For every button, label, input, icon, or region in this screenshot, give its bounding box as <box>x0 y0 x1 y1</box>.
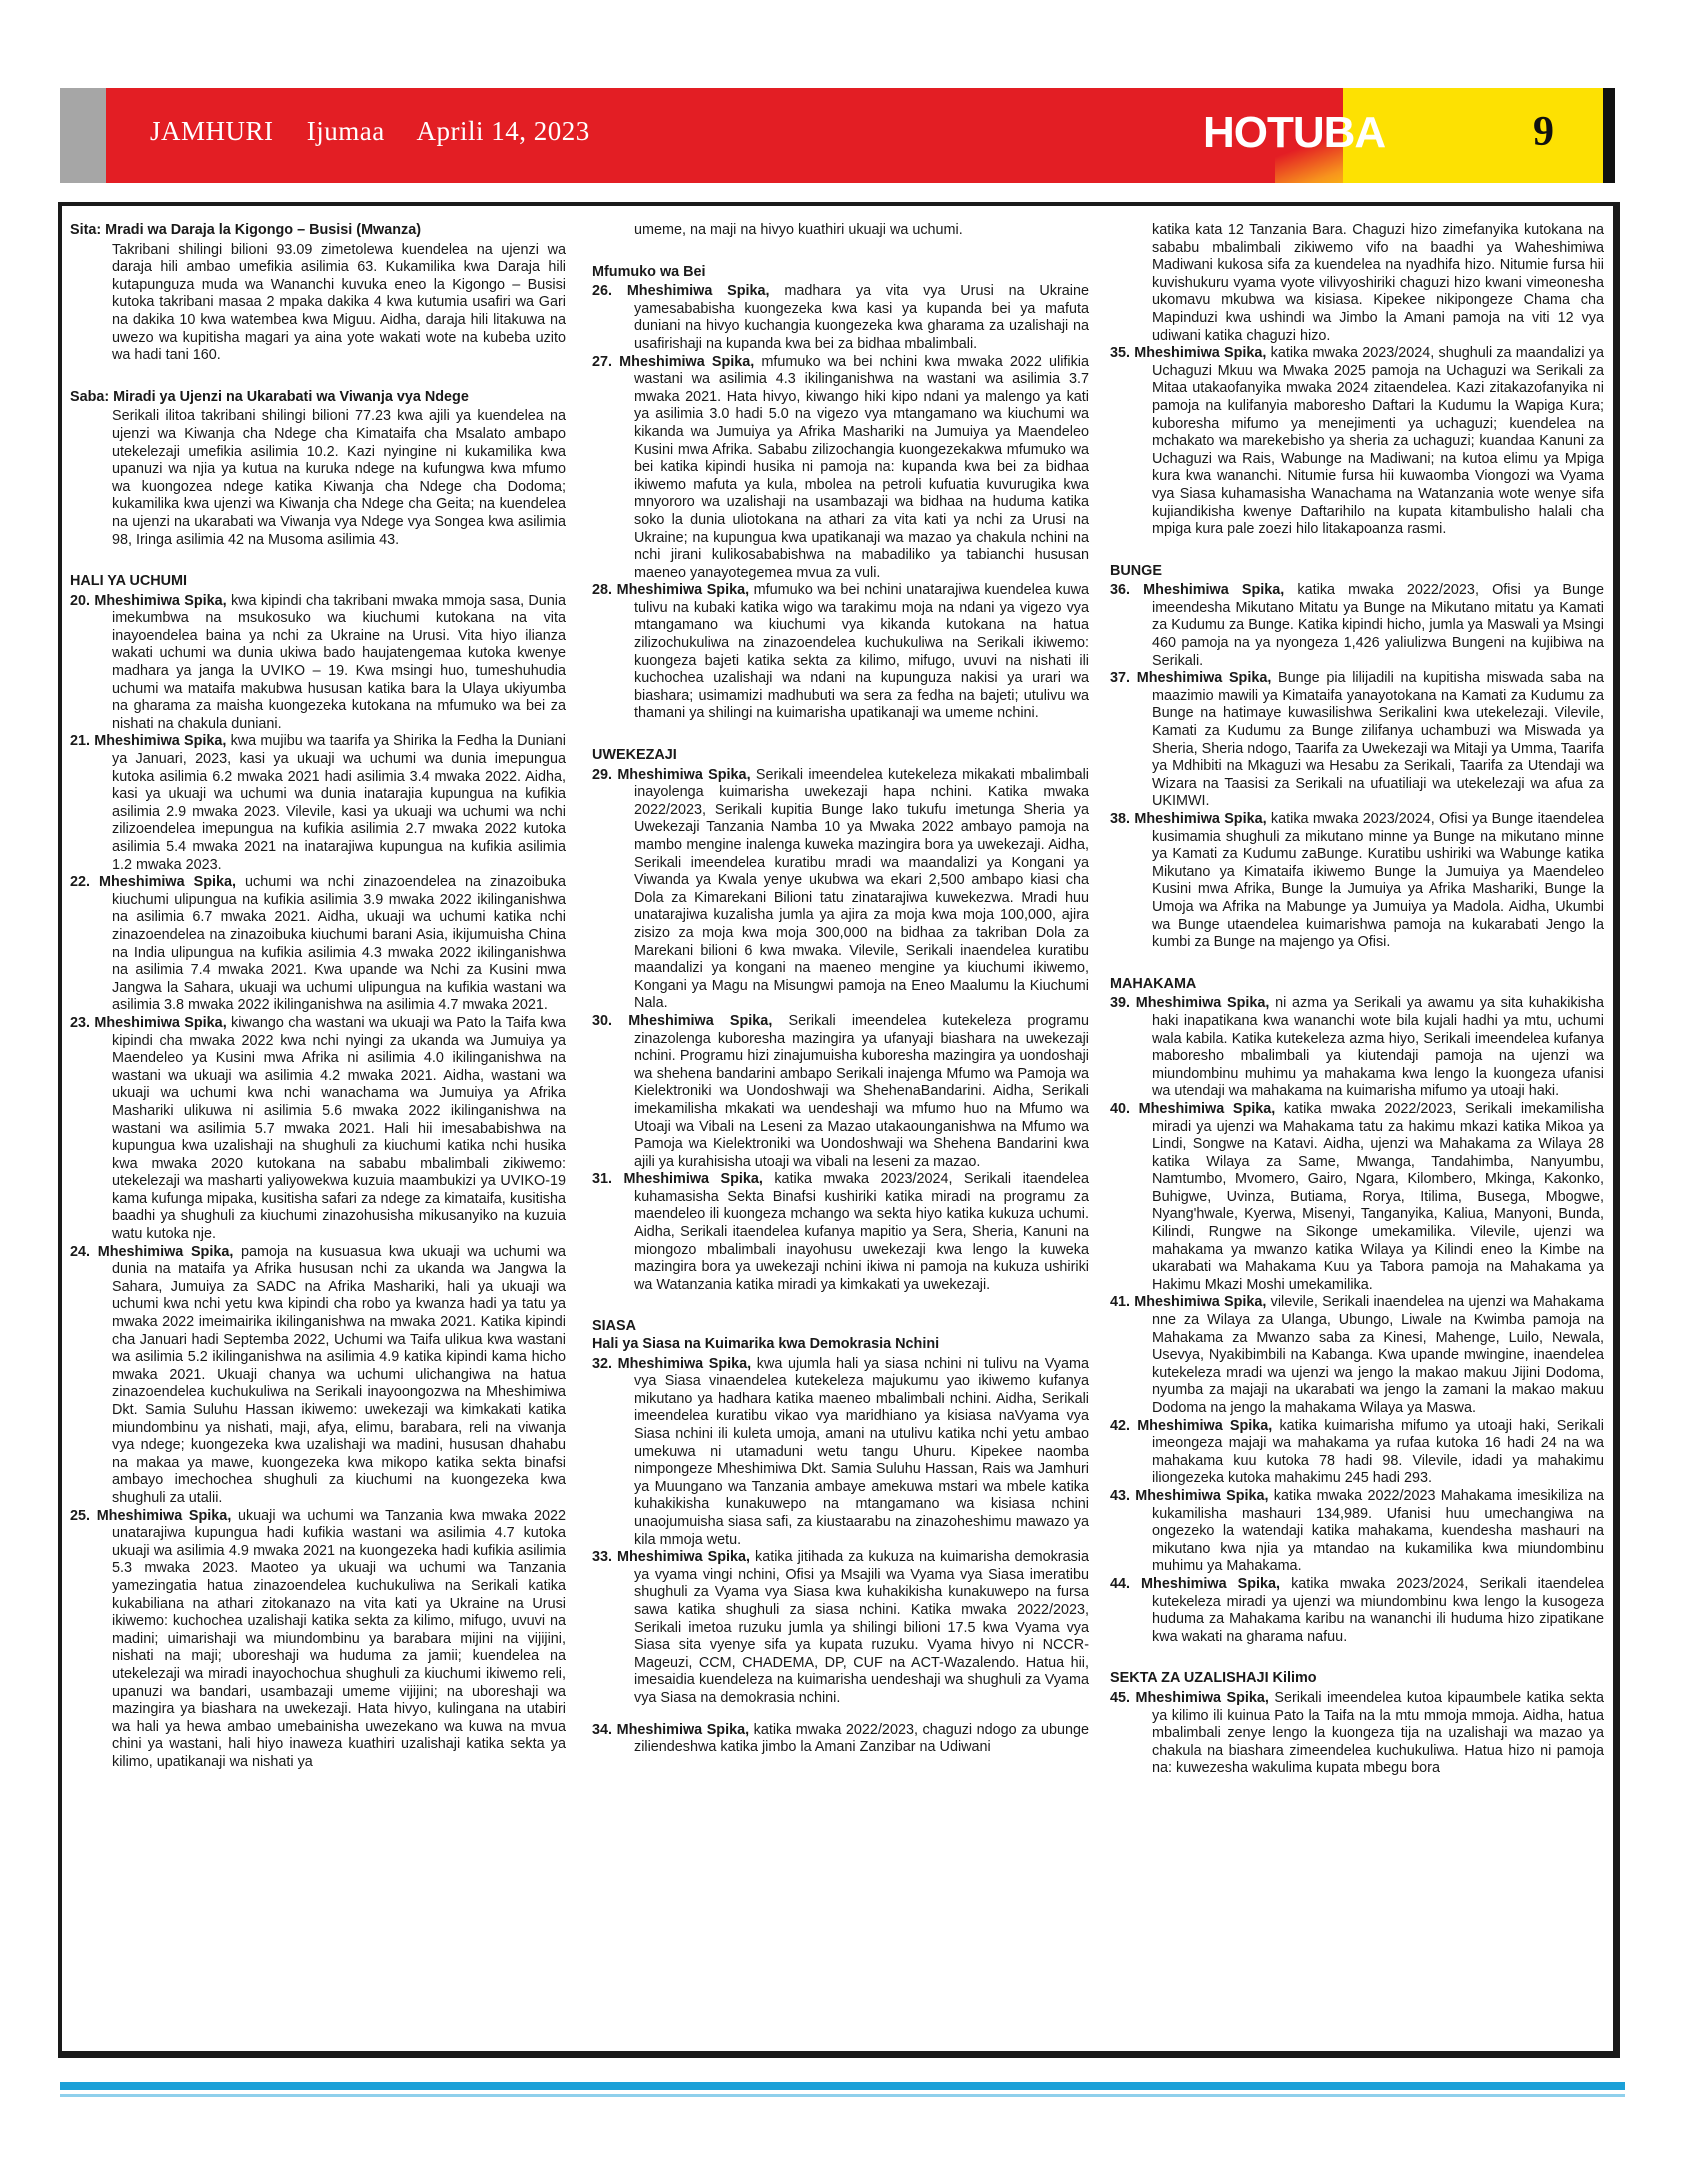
heading-sekta-za-uzalishaji: SEKTA ZA UZALISHAJI Kilimo <box>1110 1670 1317 1687</box>
heading-sita: Sita: Mradi wa Daraja la Kigongo – Busisi (Mwanza) <box>70 222 422 238</box>
paragraph-41: 41. Mheshimiwa Spika, vilevile, Serikali inaendelea na ujenzi wa Mahakama nne za Wilaya za Ulanga, Ubungo, Liwale na Kwimba pamoja na Mahakama za Mwanzo saba za Kinesi, Mahenge, Luilo, Newala, Usevya, Nyakibimbili na Kabanga. Kwa upande mwingine, inaendelea kutekeleza mradi wa ujenzi wa jengo la makao makuu Jijini Dodoma, nyumba za majaji na ukarabati wa jengo la zamani la makao makuu Dodoma na jengo la mahakama Wilaya ya Maswa. <box>1110 1294 1604 1416</box>
paragraph-45: 45. Mheshimiwa Spika, Serikali imeendelea kutoa kipaumbele katika sekta ya kilimo ili kuinua Pato la Taifa na la mtu mmoja mmoja. Aidha, hatua mbalimbali zenye lengo la kuongeza tija na uzalishaji wa mazao ya chakula na biashara zimeendelea kuchukuliwa. Hatua hizo ni pamoja na: kuwezesha wakulima kupata mbegu bora <box>1110 1689 1605 1777</box>
paragraph-35: 35. Mheshimiwa Spika, katika mwaka 2023/2024, shughuli za maandalizi ya Uchaguzi Mkuu wa Mwaka 2025 pamoja na Uchaguzi wa Serikali za Mitaa utakaofanyika mwaka 2024 zitaendelea. Kazi zitakazofanyika ni pamoja na kulifanyia maboresho Daftari la Kudumu la Wapiga Kura; kuboresha mifumo ya menejimenti ya uchaguzi; kuendelea na mchakato wa marekebisho ya sheria za uchaguzi; kuandaa Kanuni za Uchaguzi wa Rais, Wabunge na Madiwani; na kutoa elimu ya Mpiga kura kwa wananchi. Nitumie fursa hii kuwaomba Viongozi wa Vyama vya Siasa kuhamasisha Wanachama na Watanzania wote wenye sifa kujiandikisha kwenye Daftarihilo na kupata kitambulisho halali cha mpiga kura pale zoezi hilo litakapoanza rasmi. <box>1110 345 1604 538</box>
paragraph-42: 42. Mheshimiwa Spika, katika kuimarisha mifumo ya utoaji haki, Serikali imeongeza majaji wa mahakama ya rufaa kutoka 16 hadi 24 na wa mahakama kuu kutoka 78 hadi 98. Vilevile, idadi ya mahakimu iliongezeka kutoka mahakimu 245 hadi 293. <box>1110 1417 1604 1487</box>
paragraph-32: 32. Mheshimiwa Spika, kwa ujumla hali ya siasa nchini ni tulivu na Vyama vya Siasa vinaendelea kutekeleza majukumu yao ikiwemo kufanya mikutano ya hadhara katika maeneo mbalimbali nchini. Aidha, Serikali imeendelea kuratibu vikao vya maridhiano ya kisiasa naVyama vya Siasa nchini ili kuleta umoja, amani na utulivu katika nchi yetu ambao umekuwa ni utamaduni wetu tangu Uhuru. Kipekee naomba nimpongeze Mheshimiwa Dkt. Samia Suluhu Hassan, Rais wa Jamhuri ya Muungano wa Tanzania ambaye amekuwa mstari wa mbele katika kuhakikisha kunakuwepo na mtangamano wa kisiasa nchini unaojumuisha siasa safi, za kiustaarabu na zinazoheshimu mawazo ya kila mmoja wetu. <box>592 1355 1089 1548</box>
paragraph-44: 44. Mheshimiwa Spika, katika mwaka 2023/2024, Serikali itaendelea kutekeleza miradi ya ujenzi wa miundombinu kwa lengo la kusogeza huduma za Mahakama karibu na wananchi ili huduma hizo zipatikane kwa wakati na gharama nafuu. <box>1110 1575 1604 1645</box>
paragraph-23: 23. Mheshimiwa Spika, kiwango cha wastani wa ukuaji wa Pato la Taifa kwa kipindi cha mwaka 2022 kwa nchi nyingi za ukanda wa Jumuiya ya Maendeleo ya Kusini mwa Afrika ni asilimia 4.0 ikilinganishwa na wastani wa ukuaji wa asilimia 4.2 mwaka 2021. Aidha, wastani wa ukuaji wa uchumi kwa nchi wanachama wa Jumuiya ya Afrika Mashariki ulikuwa ni asilimia 5.6 mwaka 2022 ikilinganishwa na wastani wa asilimia 5.7 mwaka 2021. Hali hii imesababishwa na kupungua kwa uzalishaji na shughuli za kiuchumi katika nchi husika kwa mwaka 2020 kutokana na sababu mbalimbali zikiwemo: utekelezaji wa masharti yaliyowekwa kuzuia maambukizi ya UVIKO-19 kama kufunga mipaka, kusitisha safari za ndege za kimataifa, kusitisha baadhi ya shughuli za kiuchumi zinazohusisha mikusanyiko na kuzuia watu kutoka nje. <box>70 1014 566 1243</box>
heading-hali-ya-uchumi: HALI YA UCHUMI <box>70 573 187 590</box>
heading-mahakama: MAHAKAMA <box>1110 975 1197 992</box>
footer-rule-light <box>60 2094 1625 2097</box>
paragraph-36: 36. Mheshimiwa Spika, katika mwaka 2022/2023, Ofisi ya Bunge imeendesha Mikutano Mitatu ya Bunge na Mikutano mitatu ya Kamati za Kudumu za Bunge. Katika kipindi hicho, jumla ya Maswali ya Msingi 460 pamoja na ya nyongeza 1,426 yaliulizwa Bungeni na kujibiwa na Serikali. <box>1110 582 1604 669</box>
paragraph-29: 29. Mheshimiwa Spika, Serikali imeendelea kutekeleza mikakati mbalimbali inayolenga kuimarisha uwekezaji hapa nchini. Katika mwaka 2022/2023, Serikali kupitia Bunge lako tukufu imetunga Sheria ya Uwekezaji Tanzania Namba 10 ya Mwaka 2022 ambayo pamoja na mambo mengine inalenga kuweka mazingira bora ya uwekezaji. Aidha, Serikali imeendelea kuratibu mradi wa maandalizi ya Kongani ya Viwanda ya Kwala yenye ukubwa wa ekari 2,500 ambapo kiasi cha Dola za Kimarekani Bilioni tatu zinatarajiwa kuwekezwa. Mradi huu unatarajiwa kuzalisha jumla ya ajira za moja kwa moja 100,000, ajira zisizo za moja kwa moja 300,000 na bidhaa za takriban Dola za Marekani bilioni 6 kwa mwaka. Vilevile, Serikali inaendelea kuratibu maandalizi ya kongani na maeneo mengine ya kiuchumi ikiwemo, Kongani ya Magu na Misungwi pamoja na Eneo Maalumu la Kiuchumi Nala. <box>592 766 1089 1012</box>
paragraph-39: 39. Mheshimiwa Spika, ni azma ya Serikali ya awamu ya sita kuhakikisha haki inapatikana kwa wananchi wote bila kujali hadhi ya mtu, uchumi wala kabila. Katika kutekeleza azma hiyo, Serikali imeendelea kufanya maboresho mbalimbali ya kiutendaji pamoja na ujenzi wa miundombinu muhimu ya mahakama kwa lengo la kuongeza ufanisi wa utendaji wa mahakama na kuimarisha mifumo ya utoaji haki. <box>1110 995 1604 1100</box>
section-title: HOTUBA <box>1203 108 1386 157</box>
heading-mfumuko-wa-bei: Mfumuko wa Bei <box>592 263 706 280</box>
paragraph-40: 40. Mheshimiwa Spika, katika mwaka 2022/2023, Serikali imekamilisha miradi ya ujenzi wa Mahakama tatu za hakimu mkazi katika Mikoa ya Lindi, Songwe na Katavi. Aidha, ujenzi wa Mahakama za Wilaya 28 katika Wilaya za Same, Mwanga, Tandahimba, Nanyumbu, Namtumbo, Mvomero, Gairo, Ngara, Kilombero, Mkinga, Kakonko, Buhigwe, Uvinza, Butiama, Rorya, Itilima, Busega, Mbogwe, Nyang'hwale, Kyerwa, Misenyi, Tanganyika, Kaliua, Manyoni, Bunda, Kilindi, Rungwe na Sikonge umekamilika. Vilevile, ujenzi wa mahakama ya mwanzo katika Wilaya ya Kilindi eneo la Kimbe na ukarabati wa Mahakama Kuu ya Tabora pamoja na Mahakama ya Hakimu Mkazi Moshi umekamilika. <box>1110 1100 1604 1293</box>
heading-bunge: BUNGE <box>1110 562 1162 579</box>
column-3 <box>1110 222 1604 1778</box>
column-2 <box>592 222 1089 1757</box>
paragraph-27: 27. Mheshimiwa Spika, mfumuko wa bei nchini kwa mwaka 2022 ulifikia wastani wa asilimia 4.3 ikilinganishwa na wastani wa asilimia 3.7 mwaka 2021. Hata hivyo, kiwango hiki kipo ndani ya malengo ya kati ya asilimia 3.0 hadi 5.0 na vigezo vya mtangamano wa kiuchumi wa kikanda wa Jumuiya ya Afrika Mashariki na Jumuiya ya Maendeleo Kusini mwa Afrika. Sababu zilizochangia kuongezekakwa mfumuko wa bei katika kipindi husika ni pamoja na: kupanda kwa bei za bidhaa ikiwemo mafuta ya kula, mbolea na petroli kufuatia kuvurugika kwa mnyororo wa uzalishaji na usambazaji wa bidhaa na huduma katika soko la dunia uliotokana na athari za vita kati ya nchi za Urusi na Ukraine; na kupungua kwa upatikanaji wa mazao ya chakula nchini na nchi jirani kulikosababishwa na mabadiliko ya tabianchi hususan maeneo yanayotegemea mvua za vuli. <box>592 353 1089 581</box>
header-masthead <box>150 116 616 147</box>
paragraph-31: 31. Mheshimiwa Spika, katika mwaka 2023/2024, Serikali itaendelea kuhamasisha Sekta Binafsi kushiriki katika miradi na programu za maendeleo ili kuongeza mchango wa sekta hiyo katika kukuza uchumi. Aidha, Serikali itaendelea kufanya mapitio ya Sera, Sheria, Kanuni na miongozo mbalimbali inayohusu uwekezaji kwa lengo la kuweka mazingira bora ya uwekezaji nchini ikiwa ni pamoja na kukuza ushiriki wa Watanzania katika miradi ya kimkakati ya uwekezaji. <box>592 1171 1089 1293</box>
paragraph-30: 30. Mheshimiwa Spika, Serikali imeendelea kutekeleza programu zinazolenga kuboresha mazingira ya ufanyaji biashara na uwekezaji nchini. Programu hizi zinajumuisha kuboresha mazingira ya uondoshaji wa shehena bandarini ambapo Serikali inajenga Mfumo wa Pamoja wa Kielektroniki wa Uondoshwaji wa ShehenaBandarini. Aidha, Serikali imekamilisha mkakati wa uendeshaji wa mfumo huo na Mfumo wa Utoaji wa Vibali na Leseni za Mazao utakaounganishwa na Mfumo wa Pamoja wa Kielektroniki wa Uondoshwaji wa Shehena Bandarini kwa ajili ya kurahisisha utoaji wa vibali na leseni za mazao. <box>592 1012 1089 1170</box>
header-edge-rule <box>1603 88 1615 183</box>
heading-uwekezaji: UWEKEZAJI <box>592 747 677 764</box>
paragraph-24: 24. Mheshimiwa Spika, pamoja na kusuasua kwa ukuaji wa uchumi wa dunia na mataifa ya Afrika hususan nchi za ukanda wa Jangwa la Sahara, Jumuiya za SADC na Afrika Mashariki, hali ya ukuaji wa uchumi kwa nchi yetu kwa kipindi cha robo ya kwanza hadi ya tatu ya mwaka 2022 imeimairika ikilinganishwa na mwaka 2021. Katika kipindi cha Januari hadi Septemba 2022, Uchumi wa Taifa ulikua kwa wastani wa asilimia 5.2 ikilinganishwa na asilimia 4.9 katika kipindi kama hicho mwaka 2021. Ukuaji chanya wa uchumi ulichangiwa na hatua zinazoendelea kuchukuliwa na Serikali inayoongozwa na Mheshimiwa Dkt. Samia Suluhu Hassan ikiwemo: uwekezaji wa kimkakati katika miundombinu ya nishati, maji, afya, elimu, barabara, reli na viwanja vya ndege; kuongezeka kwa uzalishaji wa madini, hususan dhahabu na makaa ya mawe, kuongezeka kwa mikopo katika sekta binafsi ambayo imechochea shughuli za kiuchumi na kuongezeka kwa shughuli za utalii. <box>70 1243 566 1506</box>
paragraph-21: 21. Mheshimiwa Spika, kwa mujibu wa taarifa ya Shirika la Fedha la Duniani ya Januari, 2023, kasi ya ukuaji wa uchumi wa dunia imepungua kutoka asilimia 6.2 mwaka 2021 hadi asilimia 3.4 mwaka 2022. Aidha, kasi ya ukuaji wa uchumi wa dunia inatarajia kupungua na kufikia asilimia 2.9 mwaka 2023. Vilevile, kasi ya ukuaji wa uchumi wa nchi zilizoendelea imepungua na kufikia asilimia 2.7 mwaka 2022 kutoka asilimia 5.4 mwaka 2021 na inatarajiwa kupungua na kufikia asilimia 1.2 mwaka 2023. <box>70 733 566 873</box>
issue-date: Aprili 14, 2023 <box>416 116 590 146</box>
paragraph-38: 38. Mheshimiwa Spika, katika mwaka 2023/2024, Ofisi ya Bunge itaendelea kusimamia shughuli za mikutano minne ya Bunge na mikutano minne ya Kamati za Kudumu zaBunge. Kuratibu ushiriki wa Wabunge katika Mikutano ya Kimataifa ikiwemo Bunge la Jumuiya ya Maendeleo Kusini mwa Afrika, Bunge la Jumuiya ya Afrika Mashariki, Bunge la Umoja wa Afrika na Mabunge ya Jumuiya ya Madola. Aidha, Ukumbi wa Bunge utaendelea kuimarishwa pamoja na kukarabati Jengo la kumbi za Bunge na majengo ya Ofisi. <box>1110 811 1604 951</box>
subheading-hali-ya-siasa: Hali ya Siasa na Kuimarika kwa Demokrasia Nchini <box>592 1336 940 1353</box>
publication-name: JAMHURI <box>150 116 274 146</box>
footer-rule <box>60 2082 1625 2090</box>
paragraph-20: 20. Mheshimiwa Spika, kwa kipindi cha takribani mwaka mmoja sasa, Dunia imekumbwa na msukosuko wa kiuchumi kutokana na vita inayoendelea baina ya nchi za Ukraine na Urusi. Vita hiyo ilianza wakati uchumi wa dunia ukiwa bado haujatengemaa kutoka kwenye madhara ya janga la UVIKO – 19. Kwa msingi huo, tumeshuhudia uchumi wa mataifa makubwa hususan katika bara la Ulaya ukiyumba na gharama za maisha kuongezeka kutokana na mfumuko wa bei za nishati na chakula duniani. <box>70 592 566 732</box>
body-sita: Takribani shilingi bilioni 93.09 zimetolewa kuendelea na ujenzi wa daraja hili ambao umefikia asilimia 63. Kukamilika kwa Daraja hili kutapunguza muda wa Wananchi kuvuka eneo la Kigongo – Busisi kutoka takribani masaa 2 mpaka dakika 4 kwa kutumia usafiri wa Gari na dakika 10 kwa watembea kwa Miguu. Aidha, daraja hili litakuwa na uwezo wa kupitisha magari ya aina yote wakati wote na kubeba uzito wa hadi tani 160. <box>112 241 566 364</box>
column-3-continuation: katika kata 12 Tanzania Bara. Chaguzi hizo zimefanyika kutokana na sababu mbalimbali zikiwemo vifo na baadhi ya Waheshimiwa Madiwani kukosa sifa za kuendelea na nyadhifa hizo. Nitumie fursa hii kuvishukuru vyama vyote vilivyoshiriki chaguzi hizo kwani vimeonesha ukomavu mkubwa wa kisiasa. Kipekee nikipongeze Chama cha Mapinduzi kwa ushindi wa Jimbo la Amani pamoja na viti 12 vya udiwani katika chaguzi hizo. <box>1152 222 1604 344</box>
heading-saba: Saba: Miradi ya Ujenzi na Ukarabati wa Viwanja vya Ndege <box>70 388 469 405</box>
header-grey-block <box>60 88 106 183</box>
paragraph-34: 34. Mheshimiwa Spika, katika mwaka 2022/2023, chaguzi ndogo za ubunge ziliendeshwa katika jimbo la Amani Zanzibar na Udiwani <box>592 1721 1089 1756</box>
column-1 <box>70 222 566 1771</box>
paragraph-22: 22. Mheshimiwa Spika, uchumi wa nchi zinazoendelea na zinazoibuka kiuchumi ulipungua na kufikia asilimia 3.9 mwaka 2022 ikilinganishwa na asilimia 6.7 mwaka 2021. Aidha, ukuaji wa uchumi katika nchi zinazoendelea na zinazoibuka kiuchumi barani Asia, ikijumuisha China na India ulipungua na kufikia asilimia 4.3 mwaka 2022 ikilinganishwa na asilimia 7.4 mwaka 2021. Kwa upande wa Nchi za Kusini mwa Jangwa la Sahara, ukuaji wa uchumi ulipungua na kufikia wastani wa asilimia 3.8 mwaka 2022 ikilinganishwa na asilimia 4.7 mwaka 2021. <box>70 874 567 1014</box>
body-saba: Serikali ilitoa takribani shilingi bilioni 77.23 kwa ajili ya kuendelea na ujenzi wa Kiwanja cha Ndege cha Kimataifa cha Msalato ambapo utekelezaji umefikia asilimia 10.2. Kazi nyingine ni kukamilika kwa upanuzi wa njia ya kutua na kuruka ndege na kufungwa kwa mfumo wa kuongozea ndege katika Kiwanja cha Ndege cha Dodoma; kukamilika kwa ujenzi wa Kiwanja cha Ndege cha Geita; na kuendelea na ujenzi na ukarabati wa Viwanja vya Ndege vya Songea kwa asilimia 98, Iringa asilimia 42 na Musoma asilimia 43. <box>112 408 566 548</box>
heading-siasa: SIASA <box>592 1318 636 1335</box>
issue-day: Ijumaa <box>306 116 385 146</box>
paragraph-33: 33. Mheshimiwa Spika, katika jitihada za kukuza na kuimarisha demokrasia ya vyama vingi nchini, Ofisi ya Msajili wa Vyama vya Siasa imeratibu shughuli za Vyama vya Siasa kwa kuhakikisha kunakuwepo na fursa sawa katika shughuli za siasa nchini. Katika mwaka 2022/2023, Serikali imetoa ruzuku jumla ya shilingi bilioni 17.5 kwa Vyama vya Siasa sita vyenye sifa ya kupata ruzuku. Vyama hivyo ni NCCR-Mageuzi, CCM, CHADEMA, DP, CUF na ACT-Wazalendo. Hatua hii, imesaidia kuendeleza na kuimarisha uendeshaji wa shughuli za Vyama vya Siasa na demokrasia nchini. <box>592 1549 1089 1706</box>
page-number: 9 <box>1533 109 1554 155</box>
paragraph-25: 25. Mheshimiwa Spika, ukuaji wa uchumi wa Tanzania kwa mwaka 2022 unatarajiwa kupungua hadi kufikia wastani wa asilimia 4.7 kutoka ukuaji wa asilimia 4.9 mwaka 2021 na kuongezeka hadi kufikia asilimia 5.3 mwaka 2023. Maoteo ya ukuaji wa uchumi wa Tanzania yamezingatia hatua zinazoendelea kuchukuliwa na Serikali katika kukabiliana na athari zitokanazo na vita kati ya Ukraine na Urusi ikiwemo: kuchochea uzalishaji katika sekta za kilimo, mifugo, uvuvi na madini; uimarishaji wa miundombinu ya barabara mijini na vijijini, nishati na maji; uboreshaji wa huduma za jamii; kuendelea na utekelezaji wa miradi inayochochua shughuli za kiuchumi ikiwemo reli, upanuzi wa bandari, usambazaji umeme vijijini; na uboreshaji wa mazingira ya biashara na uwekezaji. Hata hivyo, kulingana na utabiri wa hali ya hewa ambao umebainisha uwezekano wa kuwa na mvua chini ya wastani, hali hiyo inaweza kuathiri uzalishaji katika sekta ya kilimo, upatikanaji wa nishati ya <box>70 1507 566 1770</box>
paragraph-26: 26. Mheshimiwa Spika, madhara ya vita vya Urusi na Ukraine yamesababisha kuongezeka kwa kasi ya kupanda bei ya mafuta duniani na hivyo kuchangia kuongezeka kwa gharama za uzalishaji na usafirishaji na kupanda kwa bei za bidhaa mbalimbali. <box>592 283 1090 352</box>
paragraph-37: 37. Mheshimiwa Spika, Bunge pia lilijadili na kupitisha miswada saba na maazimio mawili ya Kimataifa yanayotokana na Kamati za Kudumu za Bunge na hatimaye kuwasilishwa Serikalini kwa utekelezaji. Vilevile, Kamati za Kudumu za Bunge zilifanya uchambuzi wa Miswada ya Sheria, Sheria ndogo, Taarifa za Uwekezaji wa Mitaji ya Umma, Taarifa ya Mdhibiti na Mkaguzi wa Hesabu za Serikali, Taarifa za Utendaji wa Wizara na Taasisi za Serikali na ufuatiliaji wa utekelezaji wa afua za UKIMWI. <box>1110 670 1604 810</box>
column-2-continuation: umeme, na maji na hivyo kuathiri ukuaji wa uchumi. <box>634 222 963 238</box>
paragraph-43: 43. Mheshimiwa Spika, katika mwaka 2022/2023 Mahakama imesikiliza na kukamilisha mashauri 134,989. Ufanisi huu umechangiwa na ongezeko la watendaji katika mahakama, kuendesha mashauri na mikutano kwa njia ya mtandao na kukamilika kwa miundombinu muhimu ya Mahakama. <box>1110 1487 1604 1575</box>
paragraph-28: 28. Mheshimiwa Spika, mfumuko wa bei nchini unatarajiwa kuendelea kuwa tulivu na kubaki katika wigo wa tarakimu moja na ndani ya vigezo vya mtangamano wa kiuchumi vya kikanda kutokana na hatua zilizochukuliwa na zinazoendelea kuchukuliwa na Serikali ikiwemo: kuongeza bajeti katika sekta za kilimo, mifugo, uvuvi na nishati ili kuchochea uzalishaji wa ndani na kupunguza nakisi ya urari wa biashara; usimamizi madhubuti wa sera za fedha na bajeti; utulivu wa thamani ya shilingi na kuimarisha upatikanaji wa umeme nchini. <box>592 582 1089 722</box>
